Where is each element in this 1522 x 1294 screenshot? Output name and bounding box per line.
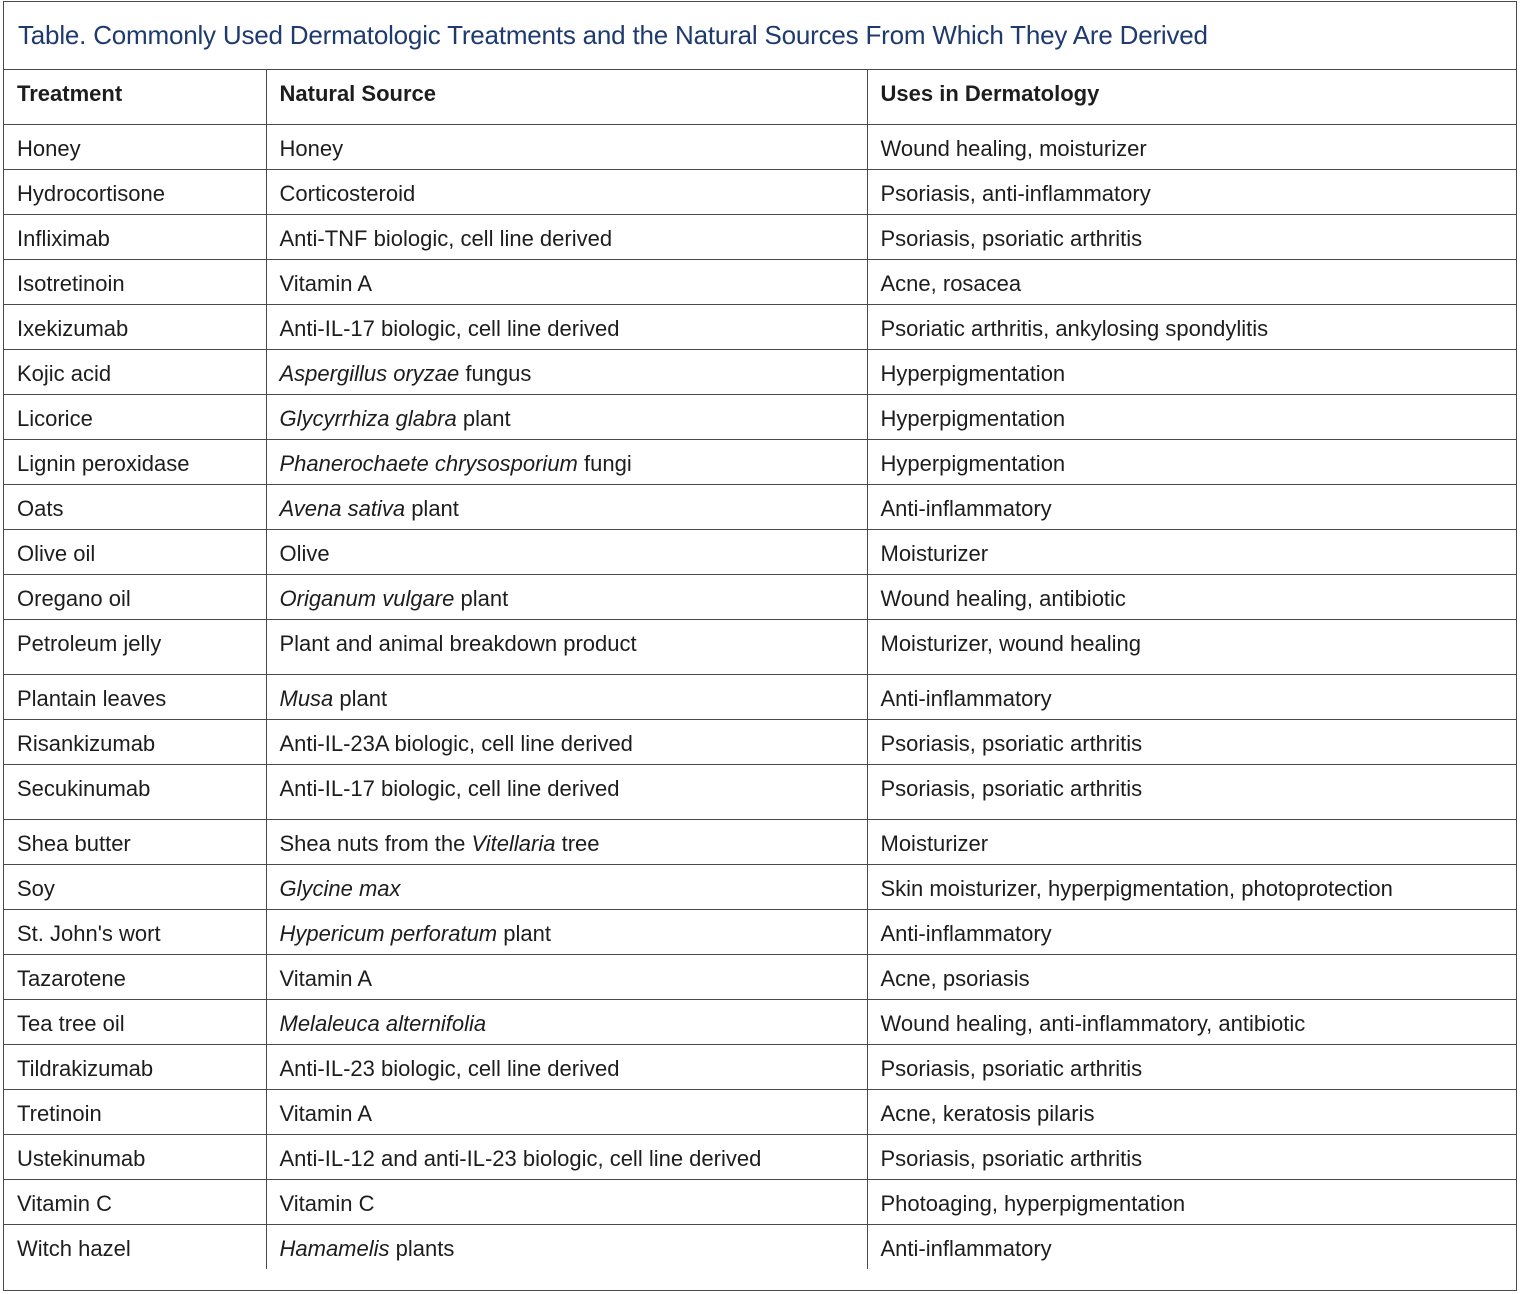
table-frame: [3, 1, 1517, 1291]
table-row: [4, 764, 1516, 819]
table-row: [4, 864, 1516, 909]
header-row: [4, 70, 1516, 124]
table-row: [4, 719, 1516, 764]
cell-treatment: Oats: [4, 484, 266, 529]
source-text: Anti-IL-12 and anti-IL-23 biologic, cell line derived: [279, 1145, 762, 1171]
table-row: [4, 574, 1516, 619]
cell-natural-source: [266, 674, 867, 719]
species-name: Glycyrrhiza glabra: [279, 405, 457, 431]
cell-natural-source: [266, 819, 867, 864]
species-name: Hamamelis: [279, 1235, 390, 1261]
table-title: Table. Commonly Used Dermatologic Treatments and the Natural Sources From Which They Are Derived: [18, 20, 1208, 50]
cell-uses: Acne, keratosis pilaris: [867, 1089, 1516, 1134]
cell-treatment: Soy: [4, 864, 266, 909]
table-row: [4, 1044, 1516, 1089]
source-text: Vitamin A: [279, 270, 373, 296]
table-row: [4, 954, 1516, 999]
cell-treatment: Tea tree oil: [4, 999, 266, 1044]
source-text: Anti-IL-17 biologic, cell line derived: [279, 775, 620, 801]
cell-uses: Acne, rosacea: [867, 259, 1516, 304]
source-text: Corticosteroid: [279, 180, 416, 206]
table-row: [4, 999, 1516, 1044]
table-title-bar: [4, 2, 1516, 70]
cell-treatment: Hydrocortisone: [4, 169, 266, 214]
cell-uses: Moisturizer, wound healing: [867, 619, 1516, 674]
source-text: Anti-IL-17 biologic, cell line derived: [279, 315, 620, 341]
cell-natural-source: [266, 864, 867, 909]
source-text: Vitamin A: [279, 965, 373, 991]
cell-uses: Wound healing, moisturizer: [867, 124, 1516, 169]
cell-natural-source: [266, 259, 867, 304]
cell-natural-source: [266, 1179, 867, 1224]
cell-treatment: Tazarotene: [4, 954, 266, 999]
column-header-treatment: Treatment: [4, 70, 266, 124]
table-row: [4, 304, 1516, 349]
source-text: Plant and animal breakdown product: [279, 630, 637, 656]
cell-uses: Moisturizer: [867, 529, 1516, 574]
cell-treatment: Petroleum jelly: [4, 619, 266, 674]
cell-natural-source: [266, 439, 867, 484]
cell-uses: Anti-inflammatory: [867, 484, 1516, 529]
cell-natural-source: [266, 764, 867, 819]
cell-natural-source: [266, 214, 867, 259]
source-text: plant: [497, 920, 551, 946]
table-row: [4, 674, 1516, 719]
cell-treatment: Olive oil: [4, 529, 266, 574]
species-name: Vitellaria: [471, 830, 556, 856]
table-row: [4, 909, 1516, 954]
source-text: plant: [333, 685, 388, 711]
table-row: [4, 1224, 1516, 1269]
cell-natural-source: [266, 394, 867, 439]
cell-uses: Hyperpigmentation: [867, 439, 1516, 484]
cell-natural-source: [266, 484, 867, 529]
species-name: Phanerochaete chrysosporium: [279, 450, 578, 476]
cell-treatment: Honey: [4, 124, 266, 169]
source-text: Honey: [279, 135, 344, 161]
cell-natural-source: [266, 1224, 867, 1269]
cell-treatment: Ustekinumab: [4, 1134, 266, 1179]
cell-uses: Psoriasis, psoriatic arthritis: [867, 764, 1516, 819]
cell-treatment: Licorice: [4, 394, 266, 439]
column-header-uses: Uses in Dermatology: [867, 70, 1516, 124]
table-row: [4, 349, 1516, 394]
species-name: Avena sativa: [279, 495, 406, 521]
source-text: fungi: [577, 450, 632, 476]
species-name: Hypericum perforatum: [279, 920, 498, 946]
cell-natural-source: [266, 909, 867, 954]
table-body: [4, 124, 1516, 1269]
cell-treatment: Tretinoin: [4, 1089, 266, 1134]
cell-treatment: Tildrakizumab: [4, 1044, 266, 1089]
source-text: Olive: [279, 540, 330, 566]
table-row: [4, 529, 1516, 574]
cell-uses: Psoriasis, psoriatic arthritis: [867, 1134, 1516, 1179]
cell-treatment: Isotretinoin: [4, 259, 266, 304]
cell-treatment: Plantain leaves: [4, 674, 266, 719]
table-row: [4, 484, 1516, 529]
cell-uses: Hyperpigmentation: [867, 349, 1516, 394]
cell-uses: Wound healing, antibiotic: [867, 574, 1516, 619]
cell-uses: Hyperpigmentation: [867, 394, 1516, 439]
table-row: [4, 1089, 1516, 1134]
species-name: Origanum vulgare: [279, 585, 455, 611]
column-header-natural-source: Natural Source: [266, 70, 867, 124]
cell-natural-source: [266, 1044, 867, 1089]
table-row: [4, 1134, 1516, 1179]
cell-treatment: Witch hazel: [4, 1224, 266, 1269]
cell-uses: Photoaging, hyperpigmentation: [867, 1179, 1516, 1224]
treatments-table: [4, 70, 1516, 1269]
table-row: [4, 439, 1516, 484]
cell-uses: Skin moisturizer, hyperpigmentation, photoprotection: [867, 864, 1516, 909]
cell-natural-source: [266, 719, 867, 764]
cell-treatment: Kojic acid: [4, 349, 266, 394]
cell-treatment: St. John's wort: [4, 909, 266, 954]
cell-uses: Psoriasis, psoriatic arthritis: [867, 719, 1516, 764]
source-text: Anti-TNF biologic, cell line derived: [279, 225, 613, 251]
cell-natural-source: [266, 954, 867, 999]
cell-natural-source: [266, 574, 867, 619]
table-row: [4, 169, 1516, 214]
table-row: [4, 394, 1516, 439]
cell-treatment: Ixekizumab: [4, 304, 266, 349]
cell-natural-source: [266, 349, 867, 394]
species-name: Aspergillus oryzae: [279, 360, 460, 386]
species-name: Musa: [279, 685, 334, 711]
cell-natural-source: [266, 304, 867, 349]
cell-natural-source: [266, 529, 867, 574]
source-text: tree: [555, 830, 600, 856]
source-text: Vitamin C: [279, 1190, 375, 1216]
source-text: Shea nuts from the: [279, 830, 472, 856]
cell-natural-source: [266, 619, 867, 674]
table-row: [4, 819, 1516, 864]
source-text: Vitamin A: [279, 1100, 373, 1126]
table-row: [4, 124, 1516, 169]
cell-treatment: Lignin peroxidase: [4, 439, 266, 484]
cell-uses: Psoriatic arthritis, ankylosing spondylitis: [867, 304, 1516, 349]
species-name: Glycine max: [279, 875, 401, 901]
source-text: plant: [454, 585, 509, 611]
table-row: [4, 619, 1516, 674]
cell-natural-source: [266, 124, 867, 169]
cell-natural-source: [266, 1089, 867, 1134]
table-row: [4, 259, 1516, 304]
cell-uses: Anti-inflammatory: [867, 674, 1516, 719]
cell-treatment: Shea butter: [4, 819, 266, 864]
source-text: plants: [389, 1235, 455, 1261]
cell-natural-source: [266, 169, 867, 214]
cell-natural-source: [266, 1134, 867, 1179]
cell-uses: Wound healing, anti-inflammatory, antibiotic: [867, 999, 1516, 1044]
cell-uses: Psoriasis, psoriatic arthritis: [867, 1044, 1516, 1089]
cell-uses: Psoriasis, anti-inflammatory: [867, 169, 1516, 214]
source-text: Anti-IL-23A biologic, cell line derived: [279, 730, 633, 756]
table-row: [4, 1179, 1516, 1224]
cell-treatment: Vitamin C: [4, 1179, 266, 1224]
cell-treatment: Risankizumab: [4, 719, 266, 764]
table-row: [4, 214, 1516, 259]
cell-uses: Anti-inflammatory: [880, 1235, 1052, 1261]
cell-uses: Acne, psoriasis: [867, 954, 1516, 999]
cell-uses: Anti-inflammatory: [867, 909, 1516, 954]
cell-uses: Psoriasis, psoriatic arthritis: [867, 214, 1516, 259]
species-name: Melaleuca alternifolia: [279, 1010, 487, 1036]
source-text: plant: [456, 405, 511, 431]
cell-treatment: Infliximab: [4, 214, 266, 259]
cell-treatment: Secukinumab: [4, 764, 266, 819]
source-text: plant: [405, 495, 459, 521]
cell-uses: Moisturizer: [867, 819, 1516, 864]
source-text: Anti-IL-23 biologic, cell line derived: [279, 1055, 620, 1081]
cell-treatment: Oregano oil: [4, 574, 266, 619]
source-text: fungus: [459, 360, 532, 386]
cell-natural-source: [266, 999, 867, 1044]
